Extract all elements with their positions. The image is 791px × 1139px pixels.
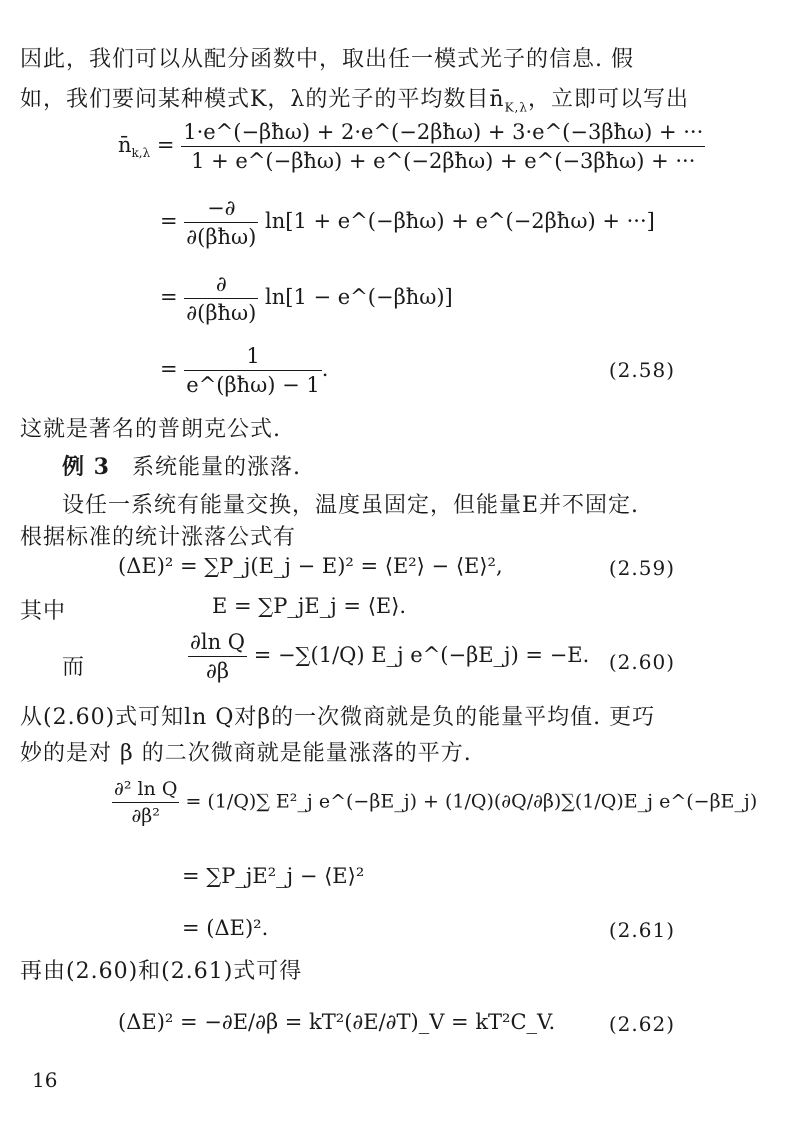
eq-261-lhs-den: ∂β²: [112, 802, 179, 827]
eq-258-row-3-num: ∂: [215, 272, 227, 296]
eq-259: (ΔE)² = ∑P_j(E_j − E)² = ⟨E²⟩ − ⟨E⟩²,: [118, 554, 503, 578]
eq-261-row-1: [112, 778, 757, 827]
para-1-line-1-text: 因此，我们可以从配分函数中，取出任一模式光子的信息. 假: [20, 47, 634, 72]
eq-260-num: ∂ln Q: [190, 630, 245, 654]
para-1-line-2-text: 如，我们要问某种模式K，λ的光子的平均数目n̄: [20, 87, 505, 112]
eq-258-denominator: 1 + e^(−βħω) + e^(−2βħω) + e^(−3βħω) + ···: [181, 146, 705, 173]
eq-260-fraction: [188, 630, 247, 683]
example-3-heading: [62, 450, 301, 481]
eq-258-equals: =: [156, 133, 182, 157]
eq-258-row-4-fraction: [184, 344, 322, 397]
eq-258-row-3-fraction: [184, 272, 258, 325]
eq-258-row-4-equals: =: [160, 357, 185, 381]
eq-number-259: (2.59): [608, 556, 675, 580]
eq-number-260: (2.60): [608, 650, 675, 674]
planck-text: 这就是著名的普朗克公式.: [20, 417, 281, 442]
para-2-line-2-text: 根据标准的统计涨落公式有: [20, 525, 297, 550]
eq-261-row-3: = (ΔE)².: [182, 916, 269, 940]
eq-258-row-3-tail: ln[1 − e^(−βħω)]: [265, 285, 453, 309]
eq-258-row-2: [160, 196, 655, 249]
para-3-line-2-text: 妙的是对 β 的二次微商就是能量涨落的平方.: [20, 741, 472, 766]
eq-258-row-2-num: −∂: [207, 196, 236, 220]
eq-258-fraction: [181, 120, 705, 173]
eq-258-row-4-period: .: [321, 357, 329, 381]
eq-number-262: (2.62): [608, 1012, 675, 1036]
eq-number-258: (2.58): [608, 358, 675, 382]
eq-258-row-3-equals: =: [160, 285, 185, 309]
eq-260-den: ∂β: [188, 656, 247, 683]
eq-number-261: (2.61): [608, 918, 675, 942]
para-3-line-1: [20, 700, 655, 731]
eq-261-lhs-num: ∂² ln Q: [114, 778, 178, 800]
eq-261-row-1-rhs: = (1/Q)∑ E²_j e^(−βE_j) + (1/Q)(∂Q/∂β)∑(1/Q)E_j e^(−βE_j): [185, 790, 758, 813]
example-3-title: 系统能量的涨落.: [131, 455, 301, 480]
planck-sentence: [20, 412, 281, 443]
eq-260-tail: = −∑(1/Q) E_j e^(−βE_j) = −E.: [253, 643, 590, 667]
qizhong-label: 其中: [20, 599, 67, 624]
eq-258-row-3: [160, 272, 453, 325]
para-2-line-1: [62, 488, 639, 519]
page-number: 16: [32, 1068, 58, 1092]
eq-258-row-2-den: ∂(βħω): [184, 222, 258, 249]
eq-258-numerator: 1·e^(−βħω) + 2·e^(−2βħω) + 3·e^(−3βħω) + ···: [183, 120, 704, 144]
para-3-line-1-text: 从(2.60)式可知ln Q对β的一次微商就是负的能量平均值. 更巧: [20, 705, 656, 730]
eq-260: [188, 630, 589, 683]
para-2-line-1-text: 设任一系统有能量交换，温度虽固定，但能量E并不固定.: [62, 493, 640, 518]
eq-258-row-4-num: 1: [246, 344, 260, 368]
para-1-line-2-sub: K,λ: [504, 100, 528, 115]
para-1-line-1: [20, 42, 634, 73]
example-3-label: 例 3: [62, 454, 110, 480]
para-4: [20, 954, 302, 985]
eq-258-row-4-den: e^(βħω) − 1: [184, 370, 322, 397]
eq-258-lhs: n̄: [118, 133, 132, 157]
para-4-text: 再由(2.60)和(2.61)式可得: [20, 959, 303, 984]
eq-261-row-2: = ∑P_jE²_j − ⟨E⟩²: [182, 864, 365, 888]
eq-258-row-3-den: ∂(βħω): [184, 298, 258, 325]
eq-258-row-2-fraction: [184, 196, 258, 249]
para-3-line-2: [20, 736, 472, 767]
para-1-line-2: [20, 82, 689, 114]
eq-258-row-4: [160, 344, 328, 397]
eq-259b: E = ∑P_jE_j = ⟨E⟩.: [212, 594, 407, 618]
eq-258-lhs-sub: k,λ: [131, 146, 151, 161]
eq-258-row-1: [118, 120, 705, 173]
eq-258-row-2-equals: =: [160, 209, 185, 233]
para-1-line-2-tail: ，立即可以写出: [527, 87, 689, 112]
er-label: 而: [62, 655, 86, 680]
eq-261-lhs-fraction: [112, 778, 179, 827]
eq-262: (ΔE)² = −∂E/∂β = kT²(∂E/∂T)_V = kT²C_V.: [118, 1010, 556, 1034]
para-2-line-2: [20, 520, 296, 551]
eq-258-row-2-tail: ln[1 + e^(−βħω) + e^(−2βħω) + ···]: [265, 209, 655, 233]
